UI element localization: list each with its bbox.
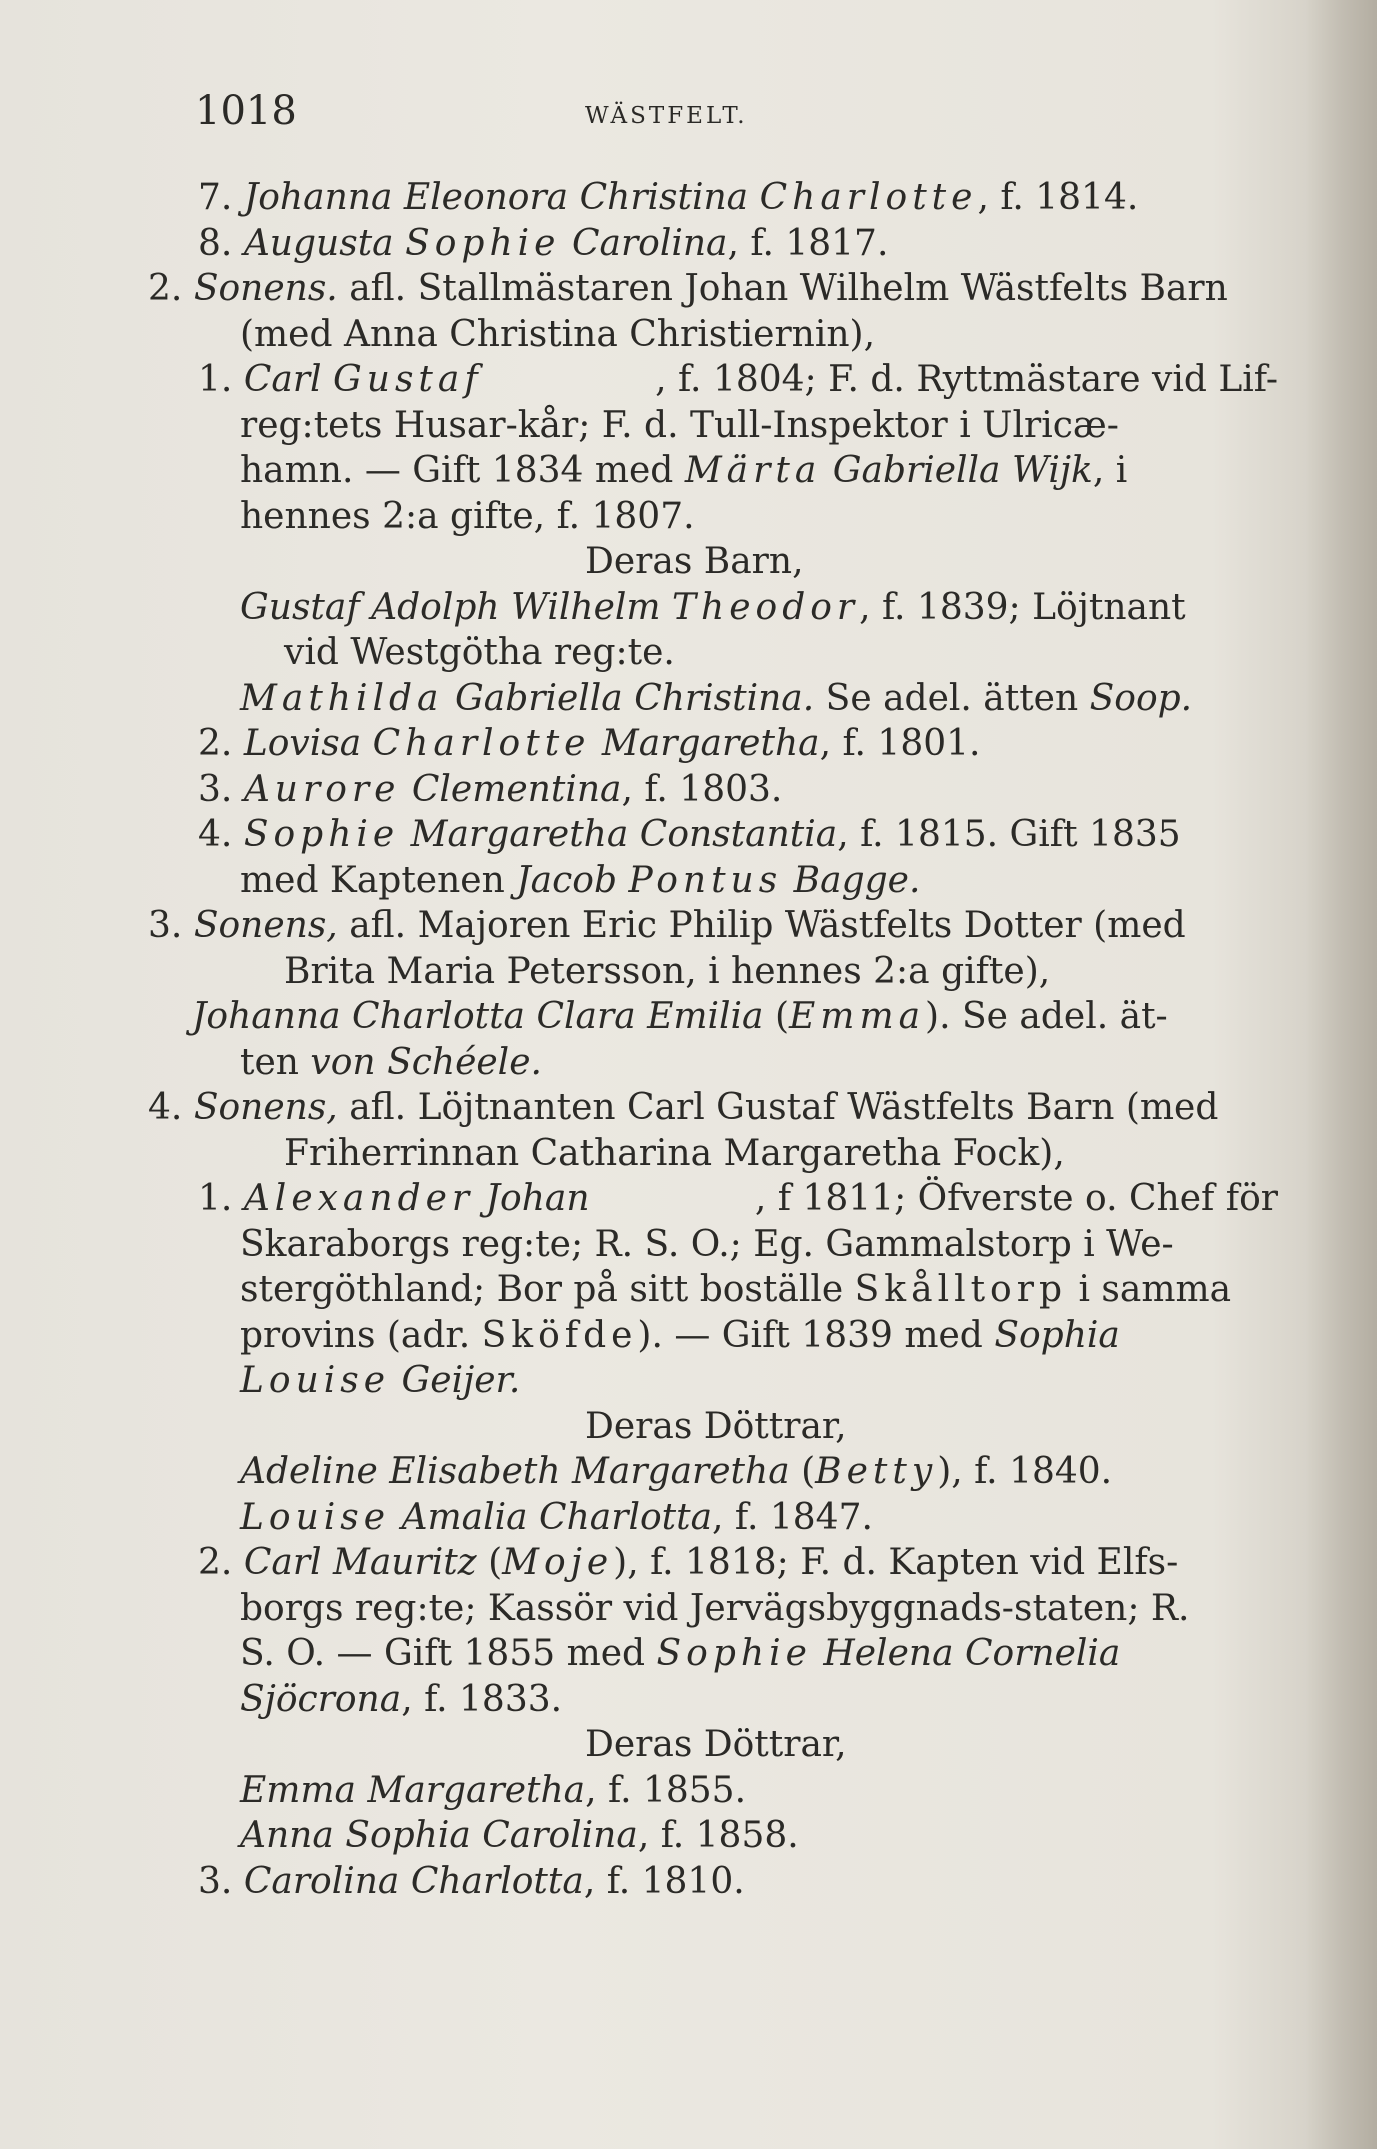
person-name: Adeline Elisabeth Margaretha <box>240 1451 790 1492</box>
entry-number: 2. <box>198 723 233 764</box>
text-line <box>140 312 1240 358</box>
person-name: Johanna Charlotta Clara Emilia <box>192 996 764 1037</box>
line-text: stergöthland; Bor på sitt boställe <box>240 1269 844 1310</box>
entry-number: 7. <box>198 177 233 218</box>
line-text: , f. 1814. <box>977 177 1139 218</box>
text-line <box>140 221 1240 267</box>
line-text: ), f. 1818; F. d. Kapten vid Elfs- <box>613 1542 1179 1583</box>
text-line <box>140 1768 1240 1814</box>
entry-number: 4. <box>198 814 233 855</box>
text-line <box>140 1358 1240 1404</box>
text-line <box>140 1540 1240 1586</box>
line-text: , f. 1833. <box>401 1678 563 1720</box>
line-text: ). Se adel. ät- <box>925 996 1168 1037</box>
entry-number: 3. <box>198 768 233 810</box>
text-line <box>140 994 1240 1040</box>
text-line <box>140 1176 1278 1222</box>
text-line <box>140 1677 1240 1723</box>
line-text: ( <box>801 1451 816 1492</box>
text-line <box>140 676 1240 722</box>
family-name: Soop. <box>1089 677 1193 719</box>
text-line <box>140 721 1240 767</box>
text-line <box>140 1222 1240 1268</box>
line-text: hamn. — Gift 1834 med <box>240 450 674 491</box>
person-name: Clementina <box>411 768 622 810</box>
text-line <box>140 539 1240 585</box>
person-name-spaced: Louise <box>240 1496 391 1538</box>
person-name: Jacob <box>516 859 618 901</box>
line-text: ). — Gift 1839 med <box>637 1314 983 1356</box>
page-body <box>140 175 1278 1904</box>
line-text: S. O. — Gift 1855 med <box>240 1633 646 1674</box>
text-line <box>140 858 1240 904</box>
subheading: Deras Döttrar, <box>585 1405 847 1447</box>
line-text: , f. 1858. <box>637 1815 799 1856</box>
text-line <box>140 767 1240 813</box>
line-text: med Kaptenen <box>240 859 505 901</box>
person-name-spaced: Charlotte <box>759 177 978 218</box>
person-name: Carolina Charlotta <box>243 1860 584 1902</box>
person-name: Gabriella Wijk <box>832 450 1093 491</box>
line-text: , f 1811; Öfverste o. Chef för <box>754 1178 1278 1219</box>
place-name-spaced: Sköfde <box>481 1314 638 1356</box>
person-name: Emma Margaretha <box>240 1769 586 1811</box>
line-text: Se adel. ätten <box>825 677 1079 719</box>
person-name: Lovisa <box>243 723 362 764</box>
person-name: Anna Sophia Carolina <box>240 1815 638 1856</box>
text-line <box>140 1859 1240 1905</box>
line-text: afl. Majoren Eric Philip Wästfelts Dotter (med <box>349 905 1186 946</box>
person-name-spaced: Sophie <box>656 1633 812 1674</box>
line-text: ( <box>774 996 790 1037</box>
text-line <box>140 1586 1240 1632</box>
person-name: Geijer. <box>401 1360 521 1401</box>
person-name: Helena Cornelia <box>823 1633 1121 1674</box>
text-line <box>140 1404 1240 1450</box>
line-text: ), f. 1840. <box>937 1451 1113 1492</box>
person-name: Johanna Eleonora Christina <box>243 177 749 218</box>
section-label: Sonens, <box>193 1087 338 1128</box>
person-name: Gustaf Adolph Wilhelm <box>240 586 661 628</box>
line-text: (med Anna Christina Christiernin), <box>240 313 876 355</box>
person-name-spaced: Sophie <box>405 222 561 264</box>
person-name-spaced: Theodor <box>672 586 860 628</box>
section-number: 3. <box>148 905 183 946</box>
person-name-spaced: Emma <box>789 996 926 1037</box>
person-name-spaced: Mathilda <box>240 677 444 719</box>
person-name: Gabriella Christina. <box>454 677 815 719</box>
line-text: , f. 1815. Gift 1835 <box>837 814 1181 855</box>
text-line <box>140 1631 1240 1677</box>
line-text: ( <box>488 1542 503 1583</box>
line-text: provins (adr. <box>240 1314 471 1356</box>
line-text: , f. 1855. <box>585 1769 747 1811</box>
text-line <box>140 812 1240 858</box>
text-line <box>140 175 1240 221</box>
text-line <box>140 1131 1240 1177</box>
person-name-spaced: Aurore <box>243 768 401 810</box>
person-name-spaced: Sophie <box>243 814 400 855</box>
text-line <box>140 266 1240 312</box>
person-name: Margaretha <box>601 723 820 764</box>
text-line <box>140 403 1240 449</box>
text-line <box>140 1495 1240 1541</box>
line-text: , f. 1839; Löjtnant <box>859 586 1186 628</box>
person-name-spaced: Märta <box>684 450 822 491</box>
page-edge <box>1307 0 1377 2149</box>
line-text: , f. 1803. <box>621 768 783 810</box>
text-line <box>140 448 1240 494</box>
text-line <box>140 1449 1240 1495</box>
line-text: reg:tets Husar-kår; F. d. Tull-Inspektor i Ulricæ- <box>240 404 1119 446</box>
line-text: afl. Stallmästaren Johan Wilhelm Wästfelts Barn <box>349 268 1228 309</box>
person-name-spaced: Alexander <box>243 1178 475 1219</box>
person-name: Augusta <box>243 222 394 264</box>
line-text: ten <box>240 1041 299 1083</box>
section-number: 4. <box>148 1087 183 1128</box>
running-title: WÄSTFELT. <box>585 103 748 129</box>
page-number: 1018 <box>195 88 297 134</box>
person-name: Margaretha Constantia <box>410 814 838 855</box>
line-text: , f. 1804; F. d. Ryttmästare vid Lif- <box>655 359 1278 400</box>
text-line <box>140 1722 1240 1768</box>
line-text: , f. 1847. <box>712 1496 873 1538</box>
person-name: Carolina <box>571 222 728 264</box>
text-line <box>140 1313 1240 1359</box>
line-text: Brita Maria Petersson, i hennes 2:a gifte), <box>284 950 1051 992</box>
text-line <box>140 1040 1240 1086</box>
section-number: 2. <box>148 268 183 309</box>
person-name-spaced: Charlotte <box>372 723 591 764</box>
text-line <box>140 1085 1240 1131</box>
line-text: Skaraborgs reg:te; R. S. O.; Eg. Gammalstorp i We- <box>240 1223 1174 1265</box>
person-name-spaced: Pontus <box>628 859 783 901</box>
person-name-spaced: Louise <box>240 1360 391 1401</box>
entry-number: 1. <box>198 359 233 400</box>
entry-number: 8. <box>198 222 233 264</box>
person-name: Carl <box>243 359 322 400</box>
text-line <box>140 494 1240 540</box>
text-line <box>140 949 1240 995</box>
person-name-spaced: Moje <box>502 1542 614 1583</box>
line-text: , i <box>1092 450 1128 491</box>
section-label: Sonens. <box>193 268 338 309</box>
section-label: Sonens, <box>193 905 338 946</box>
text-line <box>140 585 1240 631</box>
place-name-spaced: Skålltorp <box>854 1269 1067 1310</box>
line-text: vid Westgötha reg:te. <box>284 632 675 673</box>
person-name: Sjöcrona <box>240 1678 402 1720</box>
person-name: Carl Mauritz <box>243 1542 477 1583</box>
line-text: Friherrinnan Catharina Margaretha Fock), <box>284 1132 1065 1174</box>
line-text: , f. 1810. <box>583 1860 745 1902</box>
line-text: i samma <box>1078 1269 1232 1310</box>
entry-number: 3. <box>198 1860 233 1902</box>
text-line <box>140 357 1278 403</box>
text-line <box>140 1813 1240 1859</box>
person-name: Amalia Charlotta <box>401 1496 713 1538</box>
person-name: Sophia <box>994 1314 1120 1356</box>
line-text: hennes 2:a gifte, f. 1807. <box>240 495 695 537</box>
text-line <box>140 1267 1240 1313</box>
family-name: von Schéele. <box>310 1041 542 1083</box>
subheading: Deras Barn, <box>585 541 804 582</box>
person-name-spaced: Betty <box>815 1451 938 1492</box>
subheading: Deras Döttrar, <box>585 1724 847 1765</box>
line-text: afl. Löjtnanten Carl Gustaf Wästfelts Barn (med <box>349 1087 1219 1128</box>
line-text: , f. 1817. <box>727 222 889 264</box>
entry-number: 1. <box>198 1178 233 1219</box>
line-text: borgs reg:te; Kassör vid Jervägsbyggnads-staten; R. <box>240 1587 1190 1629</box>
person-name-spaced: Gustaf <box>333 359 483 400</box>
person-name: Johan <box>485 1178 590 1219</box>
entry-number: 2. <box>198 1542 233 1583</box>
person-name: Bagge. <box>793 859 921 901</box>
line-text: , f. 1801. <box>819 723 981 764</box>
text-line <box>140 903 1240 949</box>
text-line <box>140 630 1240 676</box>
